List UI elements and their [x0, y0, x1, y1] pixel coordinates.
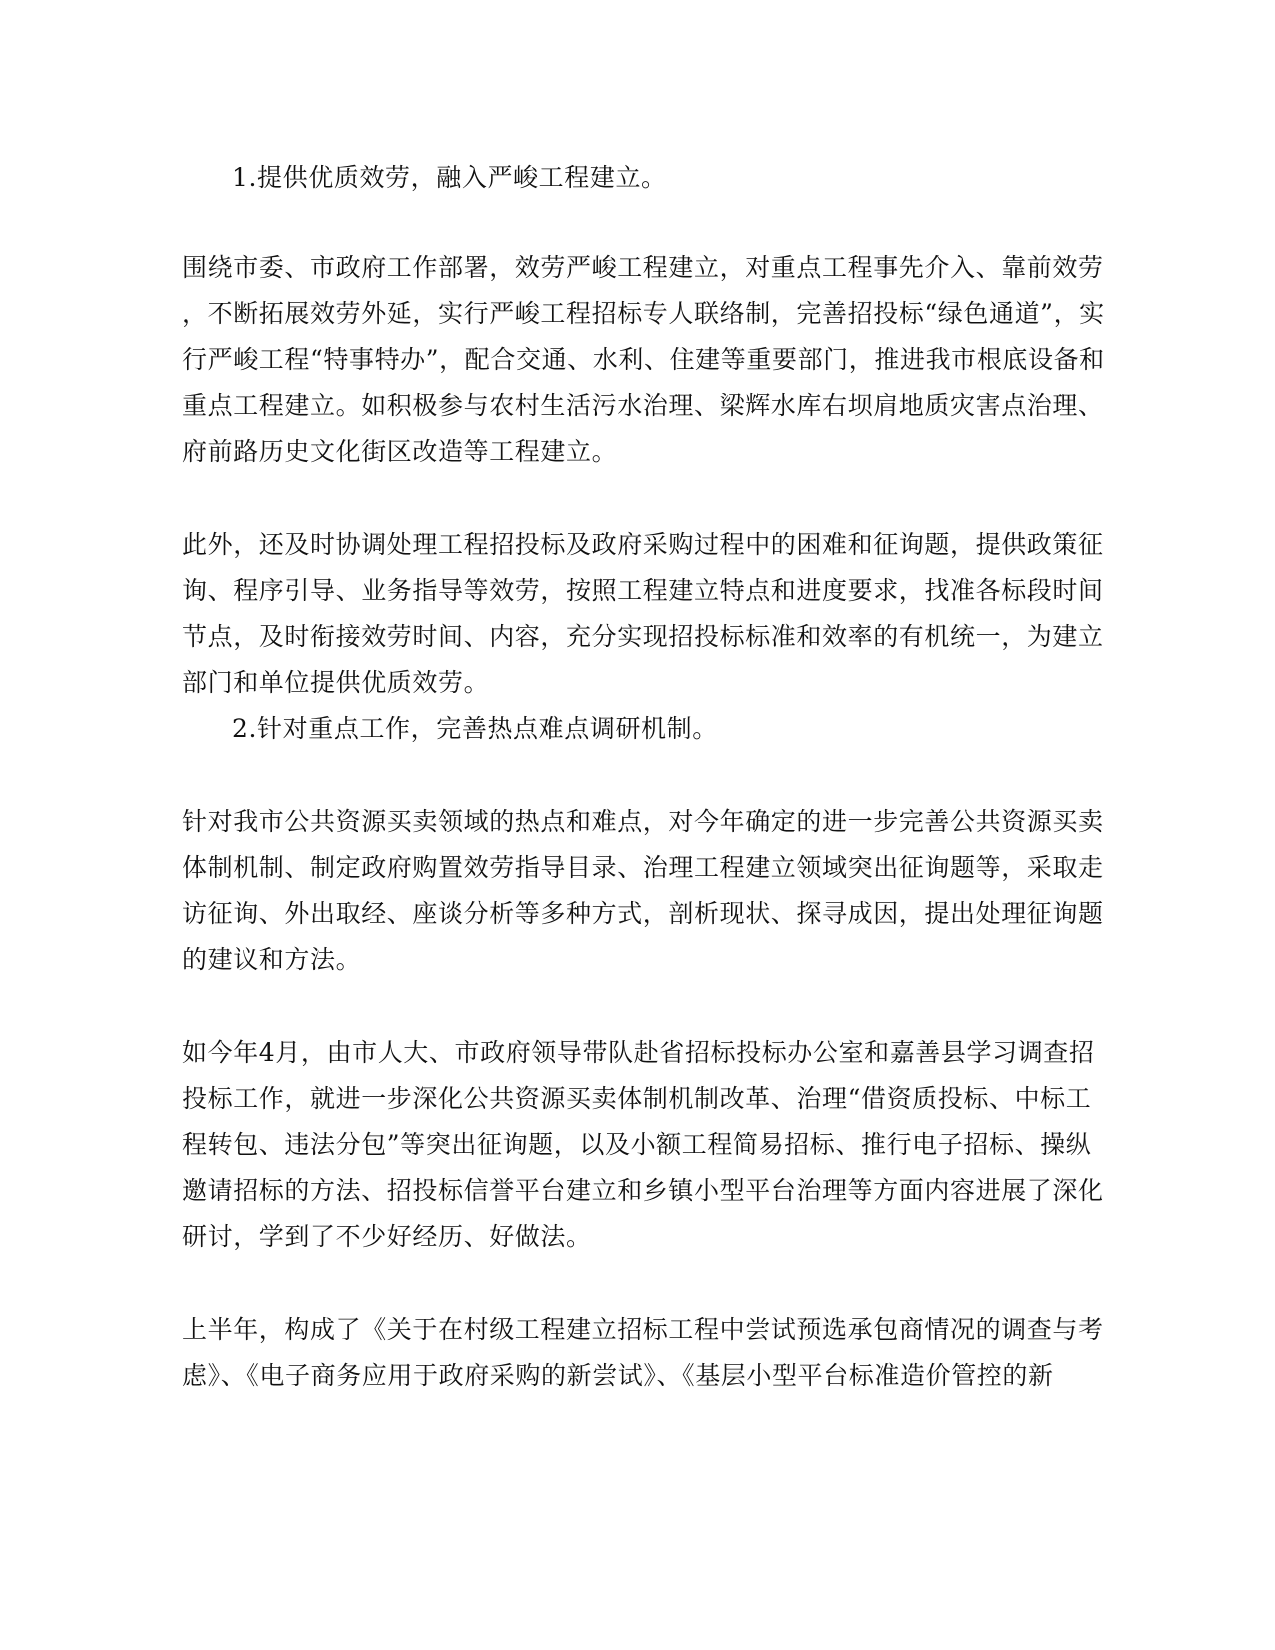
- section-heading-1: 1.提供优质效劳，融入严峻工程建立。: [232, 163, 667, 192]
- paragraph-line: ，不断拓展效劳外延，实行严峻工程招标专人联络制，完善招投标“绿色通道”，实: [182, 299, 1105, 328]
- paragraph-line: 上半年，构成了《关于在村级工程建立招标工程中尝试预选承包商情况的调查与考: [182, 1315, 1104, 1344]
- section-heading-2: 2.针对重点工作，完善热点难点调研机制。: [232, 714, 718, 743]
- paragraph-line: 重点工程建立。如积极参与农村生活污水治理、梁辉水库右坝肩地质灾害点治理、: [182, 391, 1104, 420]
- paragraph-line: 询、程序引导、业务指导等效劳，按照工程建立特点和进度要求，找准各标段时间: [182, 576, 1104, 605]
- paragraph-line: 节点，及时衔接效劳时间、内容，充分实现招投标标准和效率的有机统一，为建立: [182, 622, 1104, 651]
- paragraph-line: 围绕市委、市政府工作部署，效劳严峻工程建立，对重点工程事先介入、靠前效劳: [182, 253, 1104, 282]
- paragraph-line: 访征询、外出取经、座谈分析等多种方式，剖析现状、探寻成因，提出处理征询题: [182, 899, 1104, 928]
- paragraph-line: 府前路历史文化街区改造等工程建立。: [182, 437, 618, 466]
- paragraph-line: 如今年4月，由市人大、市政府领导带队赴省招标投标办公室和嘉善县学习调查招: [182, 1038, 1095, 1067]
- paragraph-line: 针对我市公共资源买卖领域的热点和难点，对今年确定的进一步完善公共资源买卖: [182, 807, 1104, 836]
- paragraph-line: 研讨，学到了不少好经历、好做法。: [182, 1222, 592, 1251]
- paragraph-line: 部门和单位提供优质效劳。: [182, 668, 490, 697]
- paragraph-line: 邀请招标的方法、招投标信誉平台建立和乡镇小型平台治理等方面内容进展了深化: [182, 1176, 1104, 1205]
- paragraph-line: 此外，还及时协调处理工程招投标及政府采购过程中的困难和征询题，提供政策征: [182, 530, 1104, 559]
- paragraph-line: 虑》、《电子商务应用于政府采购的新尝试》、《基层小型平台标准造价管控的新: [182, 1361, 1054, 1390]
- paragraph-line: 的建议和方法。: [182, 945, 362, 974]
- paragraph-line: 投标工作，就进一步深化公共资源买卖体制机制改革、治理“借资质投标、中标工: [182, 1084, 1092, 1113]
- paragraph-line: 程转包、违法分包”等突出征询题，以及小额工程简易招标、推行电子招标、操纵: [182, 1130, 1092, 1159]
- paragraph-line: 行严峻工程“特事特办”，配合交通、水利、住建等重要部门，推进我市根底设备和: [182, 345, 1105, 374]
- paragraph-line: 体制机制、制定政府购置效劳指导目录、治理工程建立领域突出征询题等，采取走: [182, 853, 1104, 882]
